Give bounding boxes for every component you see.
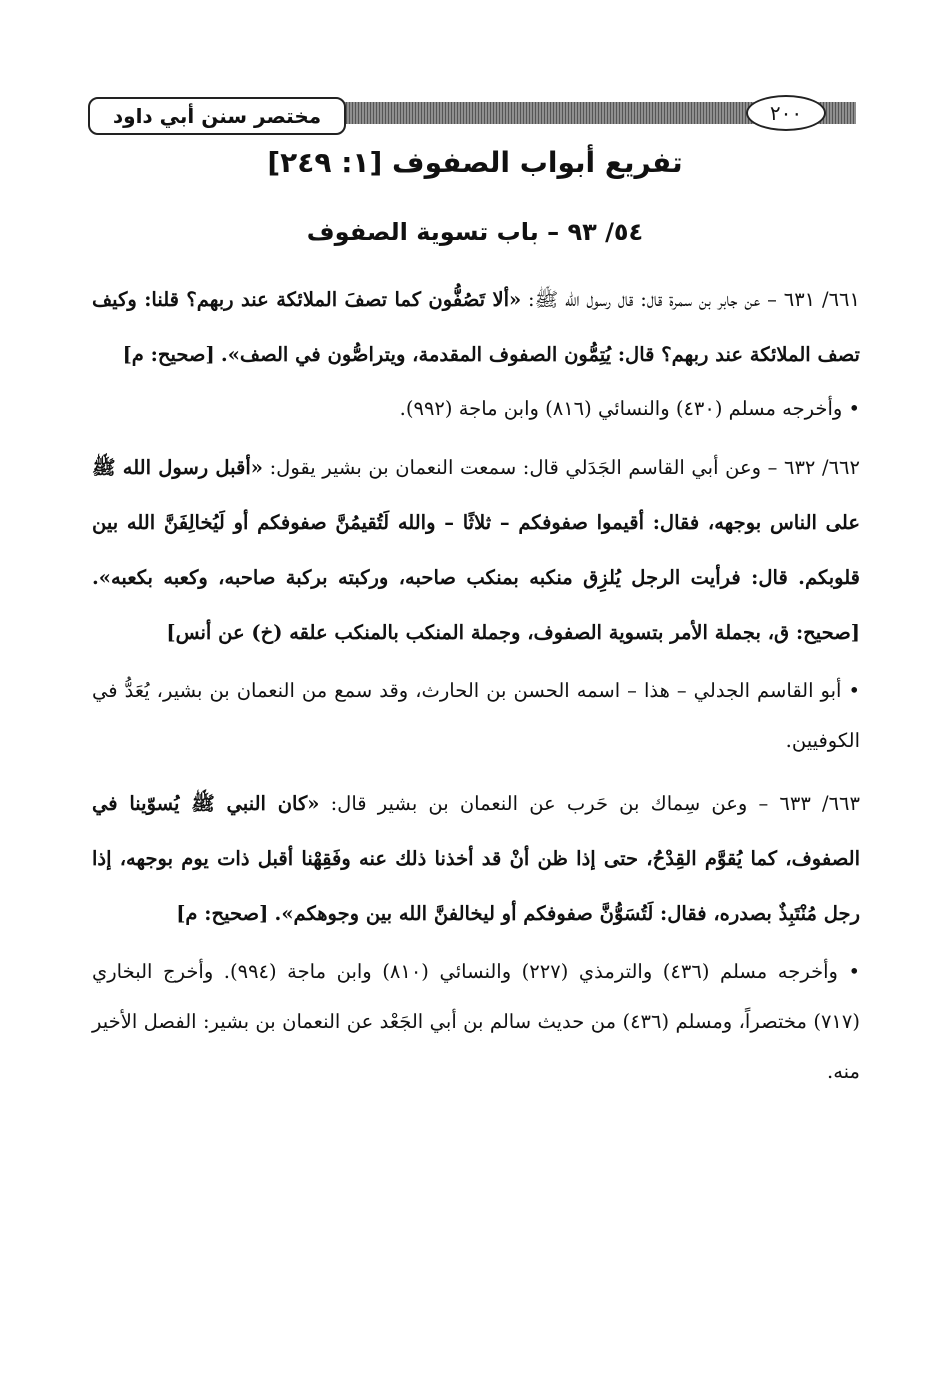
hadith-narration: – وعن أبي القاسم الجَدَلي قال: سمعت النعمان بن بشير يقول: (269, 456, 778, 479)
hadith-paragraph (92, 776, 860, 941)
hadith-paragraph (92, 440, 860, 660)
hadith-grade: [صحيح: م] (122, 343, 215, 366)
running-header (88, 97, 856, 137)
hadith-number: ٦٦٣/ ٦٣٣ (779, 792, 860, 815)
hadith-number: ٦٦٢/ ٦٣٢ (783, 456, 860, 479)
chapter-heading: تفريع أبواب الصفوف [١: ٢٤٩] (267, 146, 683, 179)
book-title: مختصر سنن أبي داود (88, 97, 346, 135)
hadith-number: ٦٦١/ ٦٣١ (783, 288, 860, 311)
hadith-narration: – عن جابر بن سمرة قال: قال رسول الله ﷺ: (528, 288, 777, 311)
hadith-note: • وأخرجه مسلم (٤٣٠) والنسائي (٨١٦) وابن ماجة (٩٩٢). (399, 397, 860, 420)
hadith-paragraph (92, 272, 860, 382)
hadith-note: • وأخرجه مسلم (٤٣٦) والترمذي (٢٢٧) والنسائي (٨١٠) وابن ماجة (٩٩٤). وأخرج البخاري (٧١٧) مختصراً، ومسلم (٤٣٦) من حديث سالم بن أبي الجَعْد عن النعمان بن بشير: الفصل الأخير منه. (92, 960, 861, 1083)
bab-heading: ٥٤/ ٩٣ – باب تسوية الصفوف (306, 218, 644, 246)
body-text (92, 272, 860, 1097)
page-number: ٢٠٠ (746, 95, 826, 131)
hadith-matn: «أقبل رسول الله ﷺ على الناس بوجهه، فقال: أقيموا صفوفكم – ثلاثًا – والله لَتُقيمُنَّ صفوفكم أو لَيُخالِفَنَّ الله بين قلوبكم. قال: فرأيت الرجل يُلزِق منكبه بمنكب صاحبه، وركبته بركبة صاحبه، وكعبه بكعبه». (92, 456, 860, 589)
hadith-matn: «ألا تَصُفُّون كما تصفَ الملائكة عند ربهم؟ قلنا: وكيف تصف الملائكة عند ربهم؟ قال: يُتِمُّون الصفوف المقدمة، ويتراصُّون في الصف». (92, 288, 860, 366)
hadith-matn: «كان النبي ﷺ يُسوّينا في الصفوف، كما يُقوَّم القِدْحُ، حتى إذا ظن أنْ قد أخذنا ذلك عنه وفَقِهْنا أقبل ذات يوم بوجهه، إذا رجل مُنْتَبِذٌ بصدره، فقال: لَتُسَوُّنَّ صفوفكم أو ليخالفنَّ الله بين وجوهكم». (92, 792, 860, 925)
hadith-note: • أبو القاسم الجدلي – هذا – اسمه الحسن بن الحارث، وقد سمع من النعمان بن بشير، يُعَدُّ في الكوفيين. (92, 679, 860, 752)
hadith-narration: – وعن سِماك بن حَرب عن النعمان بن بشير قال: (330, 792, 769, 815)
hadith-grade: [صحيح: م] (176, 902, 269, 925)
hadith-grade: [صحيح: ق، بجملة الأمر بتسوية الصفوف، وجملة المنكب بالمنكب علقه (خ) عن أنس] (166, 621, 860, 644)
